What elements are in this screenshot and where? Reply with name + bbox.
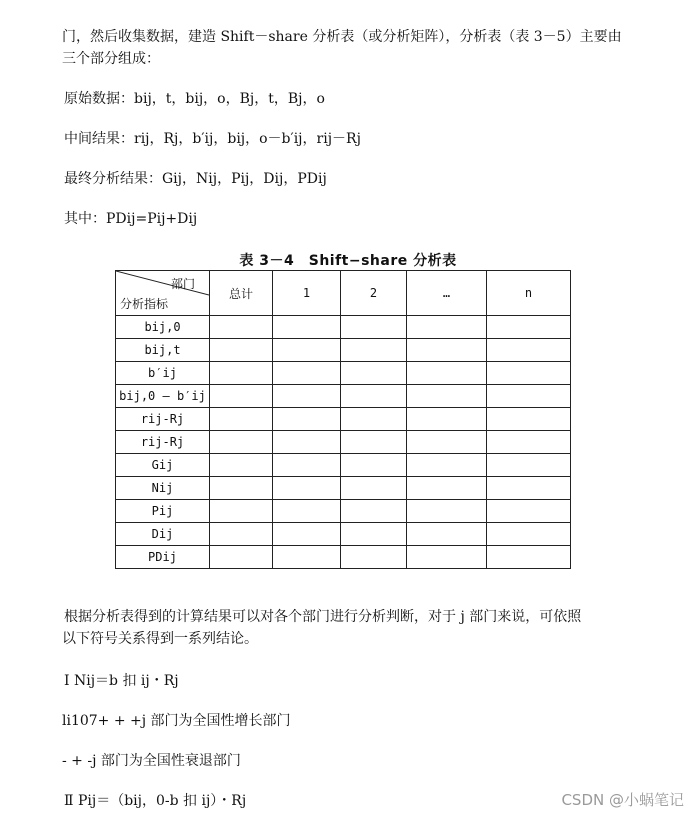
table-cell bbox=[210, 362, 273, 385]
table-cell bbox=[407, 500, 487, 523]
table-cell bbox=[407, 339, 487, 362]
column-header: 1 bbox=[273, 271, 341, 316]
table-cell bbox=[487, 477, 571, 500]
table-caption: 表 3－4 Shift−share 分析表 bbox=[239, 253, 457, 269]
table-cell bbox=[487, 339, 571, 362]
shift-share-table bbox=[115, 270, 571, 569]
table-cell bbox=[273, 408, 341, 431]
table-cell bbox=[210, 408, 273, 431]
corner-top-label: 部门 bbox=[170, 277, 195, 291]
table-cell bbox=[407, 431, 487, 454]
row-label: Dij bbox=[116, 523, 210, 546]
table-cell bbox=[210, 316, 273, 339]
table-cell bbox=[407, 523, 487, 546]
intermediate-results-line: 中间结果：rij，Rj，b′ij，bij，o－b′ij，rij－Rj bbox=[64, 131, 361, 147]
table-cell bbox=[407, 408, 487, 431]
table-row bbox=[116, 454, 571, 477]
table-cell bbox=[407, 546, 487, 569]
column-header: … bbox=[407, 271, 487, 316]
final-results-line: 最终分析结果：Gij，Nij，Pij，Dij，PDij bbox=[64, 171, 327, 187]
row-label: PDij bbox=[116, 546, 210, 569]
table-cell bbox=[487, 546, 571, 569]
table-cell bbox=[210, 385, 273, 408]
table-cell bbox=[487, 500, 571, 523]
table-cell bbox=[341, 546, 407, 569]
table-cell bbox=[273, 431, 341, 454]
row-label: Gij bbox=[116, 454, 210, 477]
raw-data-line: 原始数据：bij，t，bij，o，Bj，t，Bj，o bbox=[64, 91, 325, 107]
table-row bbox=[116, 385, 571, 408]
table-cell bbox=[210, 454, 273, 477]
row-label: Nij bbox=[116, 477, 210, 500]
table-cell bbox=[210, 500, 273, 523]
row-label: bij,0 — b′ij bbox=[116, 385, 210, 408]
table-cell bbox=[487, 316, 571, 339]
row-label: rij-Rj bbox=[116, 431, 210, 454]
table-row bbox=[116, 339, 571, 362]
table-cell bbox=[341, 385, 407, 408]
table-row bbox=[116, 316, 571, 339]
table-cell bbox=[273, 500, 341, 523]
row-label: bij,0 bbox=[116, 316, 210, 339]
table-cell bbox=[487, 408, 571, 431]
table-cell bbox=[487, 523, 571, 546]
table-cell bbox=[273, 316, 341, 339]
table-cell bbox=[273, 477, 341, 500]
table-cell bbox=[210, 546, 273, 569]
table-row bbox=[116, 546, 571, 569]
table-cell bbox=[487, 385, 571, 408]
table-cell bbox=[273, 546, 341, 569]
rule-2: li107+ + +j 部门为全国性增长部门 bbox=[62, 713, 291, 729]
row-label: bij,t bbox=[116, 339, 210, 362]
table-cell bbox=[273, 339, 341, 362]
column-header: 总计 bbox=[210, 271, 273, 316]
table-cell bbox=[407, 316, 487, 339]
table-cell bbox=[210, 523, 273, 546]
table-cell bbox=[341, 454, 407, 477]
table-cell bbox=[341, 523, 407, 546]
corner-bottom-label: 分析指标 bbox=[120, 297, 169, 311]
table-cell bbox=[341, 362, 407, 385]
table-cell bbox=[407, 362, 487, 385]
table-cell bbox=[273, 523, 341, 546]
rule-3: - + -j 部门为全国性衰退部门 bbox=[62, 753, 241, 769]
table-row bbox=[116, 523, 571, 546]
csdn-watermark: CSDN @小蜗笔记 bbox=[561, 791, 684, 809]
table-cell bbox=[341, 316, 407, 339]
table-row bbox=[116, 362, 571, 385]
row-label: Pij bbox=[116, 500, 210, 523]
table-cell bbox=[210, 477, 273, 500]
table-row bbox=[116, 431, 571, 454]
conclusion-line-2: 以下符号关系得到一系列结论。 bbox=[62, 631, 258, 647]
table-cell bbox=[487, 454, 571, 477]
row-label: b′ij bbox=[116, 362, 210, 385]
table-cell bbox=[273, 385, 341, 408]
table-cell bbox=[210, 431, 273, 454]
intro-line-1: 门，然后收集数据，建造 Shift－share 分析表（或分析矩阵），分析表（表 3－5）主要由 bbox=[62, 29, 622, 45]
table-row bbox=[116, 408, 571, 431]
table-cell bbox=[210, 339, 273, 362]
rule-4: Ⅱ Pij＝（bij，0-b 扣 ij）・Rj bbox=[64, 793, 247, 809]
table-cell bbox=[487, 362, 571, 385]
corner-header-cell bbox=[116, 271, 210, 316]
table-cell bbox=[407, 477, 487, 500]
table-cell bbox=[273, 362, 341, 385]
table-cell bbox=[407, 454, 487, 477]
table-cell bbox=[273, 454, 341, 477]
table-cell bbox=[487, 431, 571, 454]
table-cell bbox=[341, 431, 407, 454]
column-header: n bbox=[487, 271, 571, 316]
table-cell bbox=[341, 408, 407, 431]
table-cell bbox=[407, 385, 487, 408]
rule-1: Ⅰ Nij＝b 扣 ij・Rj bbox=[64, 673, 179, 689]
table-cell bbox=[341, 477, 407, 500]
column-header: 2 bbox=[341, 271, 407, 316]
table-row bbox=[116, 477, 571, 500]
row-label: rij-Rj bbox=[116, 408, 210, 431]
conclusion-line-1: 根据分析表得到的计算结果可以对各个部门进行分析判断，对于 j 部门来说，可依照 bbox=[64, 609, 582, 625]
table-row bbox=[116, 500, 571, 523]
table-cell bbox=[341, 339, 407, 362]
pd-formula-line: 其中：PDij=Pij+Dij bbox=[64, 211, 198, 227]
intro-line-2: 三个部分组成： bbox=[62, 51, 160, 67]
table-cell bbox=[341, 500, 407, 523]
